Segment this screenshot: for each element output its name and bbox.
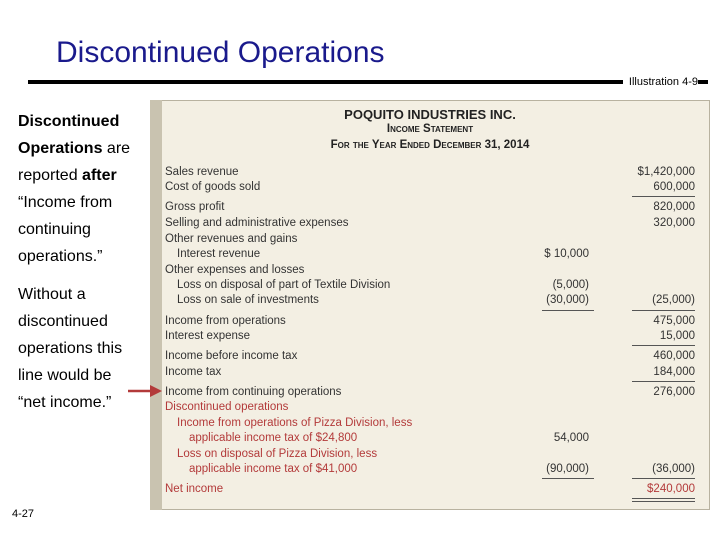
slide-number: 4-27: [12, 508, 35, 520]
underline-rule: [542, 310, 594, 311]
sidebar-text: [18, 108, 158, 416]
sidebar-line: line would be: [18, 367, 112, 384]
statement-row: [165, 166, 695, 181]
row-label: Loss on disposal of Pizza Division, less: [177, 448, 378, 460]
row-label: Sales revenue: [165, 166, 239, 178]
sidebar-line: Without a: [18, 286, 86, 303]
statement-row: [165, 366, 695, 381]
sidebar-line: discontinued: [18, 313, 108, 330]
row-label: Income tax: [165, 366, 222, 378]
statement-row: [165, 432, 695, 447]
row-label: Cost of goods sold: [165, 181, 261, 193]
sidebar-line: Discontinued: [18, 113, 120, 130]
sidebar-line: operations this: [18, 340, 123, 357]
row-amount-total: $1,420,000: [637, 166, 695, 178]
row-amount-total: 820,000: [653, 201, 695, 213]
statement-row: [165, 401, 695, 416]
statement-row: [165, 483, 695, 498]
statement-row: [165, 417, 695, 432]
row-amount-total: (36,000): [652, 463, 695, 475]
statement-row: [165, 386, 695, 401]
statement-row: [165, 181, 695, 196]
row-label: Net income: [165, 483, 224, 495]
row-label: Loss on sale of investments: [177, 294, 319, 306]
statement-left-border: [150, 100, 162, 510]
row-amount-total: 460,000: [653, 350, 695, 362]
row-label: Interest revenue: [177, 248, 261, 260]
row-label: Income from operations: [165, 315, 286, 327]
row-amount-inner: (30,000): [546, 294, 589, 306]
row-amount-inner: (90,000): [546, 463, 589, 475]
company-name: POQUITO INDUSTRIES INC.: [344, 107, 516, 122]
statement-row: [165, 248, 695, 263]
underline-rule: [542, 478, 594, 479]
row-amount-inner: $ 10,000: [544, 248, 589, 260]
statement-row: [165, 279, 695, 294]
row-label: Gross profit: [165, 201, 225, 213]
sidebar-line: Operations are: [18, 140, 131, 157]
title-rule: [28, 80, 708, 84]
row-label: Discontinued operations: [165, 401, 289, 413]
statement-row: [165, 264, 695, 279]
row-label: applicable income tax of $41,000: [189, 463, 358, 475]
statement-row: [165, 448, 695, 463]
underline-rule: [632, 478, 695, 479]
statement-period: For the Year Ended December 31, 2014: [330, 139, 530, 151]
underline-rule: [632, 381, 695, 382]
statement-row: [165, 315, 695, 330]
row-amount-total: $240,000: [647, 483, 695, 495]
statement-row: [165, 294, 695, 309]
row-label: Selling and administrative expenses: [165, 217, 349, 229]
statement-name: Income Statement: [386, 123, 474, 135]
sidebar-line: “Income from: [18, 194, 113, 211]
row-amount-total: 475,000: [653, 315, 695, 327]
row-label: applicable income tax of $24,800: [189, 432, 358, 444]
statement-row: [165, 201, 695, 216]
row-amount-total: 15,000: [659, 330, 695, 342]
sidebar-line: reported after: [18, 167, 117, 184]
sidebar-line: continuing: [18, 221, 91, 238]
row-label: Income from continuing operations: [165, 386, 342, 398]
statement-row: [165, 350, 695, 365]
row-amount-inner: 54,000: [553, 432, 589, 444]
underline-rule: [632, 196, 695, 197]
underline-rule: [632, 310, 695, 311]
statement-row: [165, 463, 695, 478]
illustration-label: Illustration 4-9: [623, 76, 698, 88]
sidebar-line: “net income.”: [18, 394, 112, 411]
row-amount-total: 320,000: [653, 217, 695, 229]
statement-row: [165, 217, 695, 232]
underline-rule: [632, 345, 695, 346]
arrow-right-icon: [128, 384, 162, 398]
row-amount-total: 276,000: [653, 386, 695, 398]
row-label: Income before income tax: [165, 350, 298, 362]
row-label: Loss on disposal of part of Textile Division: [177, 279, 391, 291]
row-label: Income from operations of Pizza Division, less: [177, 417, 413, 429]
sidebar-line: operations.”: [18, 248, 103, 265]
statement-row: [165, 330, 695, 345]
double-underline-rule: [632, 498, 695, 502]
slide-title: Discontinued Operations: [56, 36, 385, 69]
statement-row: [165, 233, 695, 248]
row-amount-inner: (5,000): [552, 279, 589, 291]
row-label: Other revenues and gains: [165, 233, 298, 245]
row-amount-total: 184,000: [653, 366, 695, 378]
row-label: Interest expense: [165, 330, 251, 342]
row-amount-total: 600,000: [653, 181, 695, 193]
row-label: Other expenses and losses: [165, 264, 305, 276]
row-amount-total: (25,000): [652, 294, 695, 306]
